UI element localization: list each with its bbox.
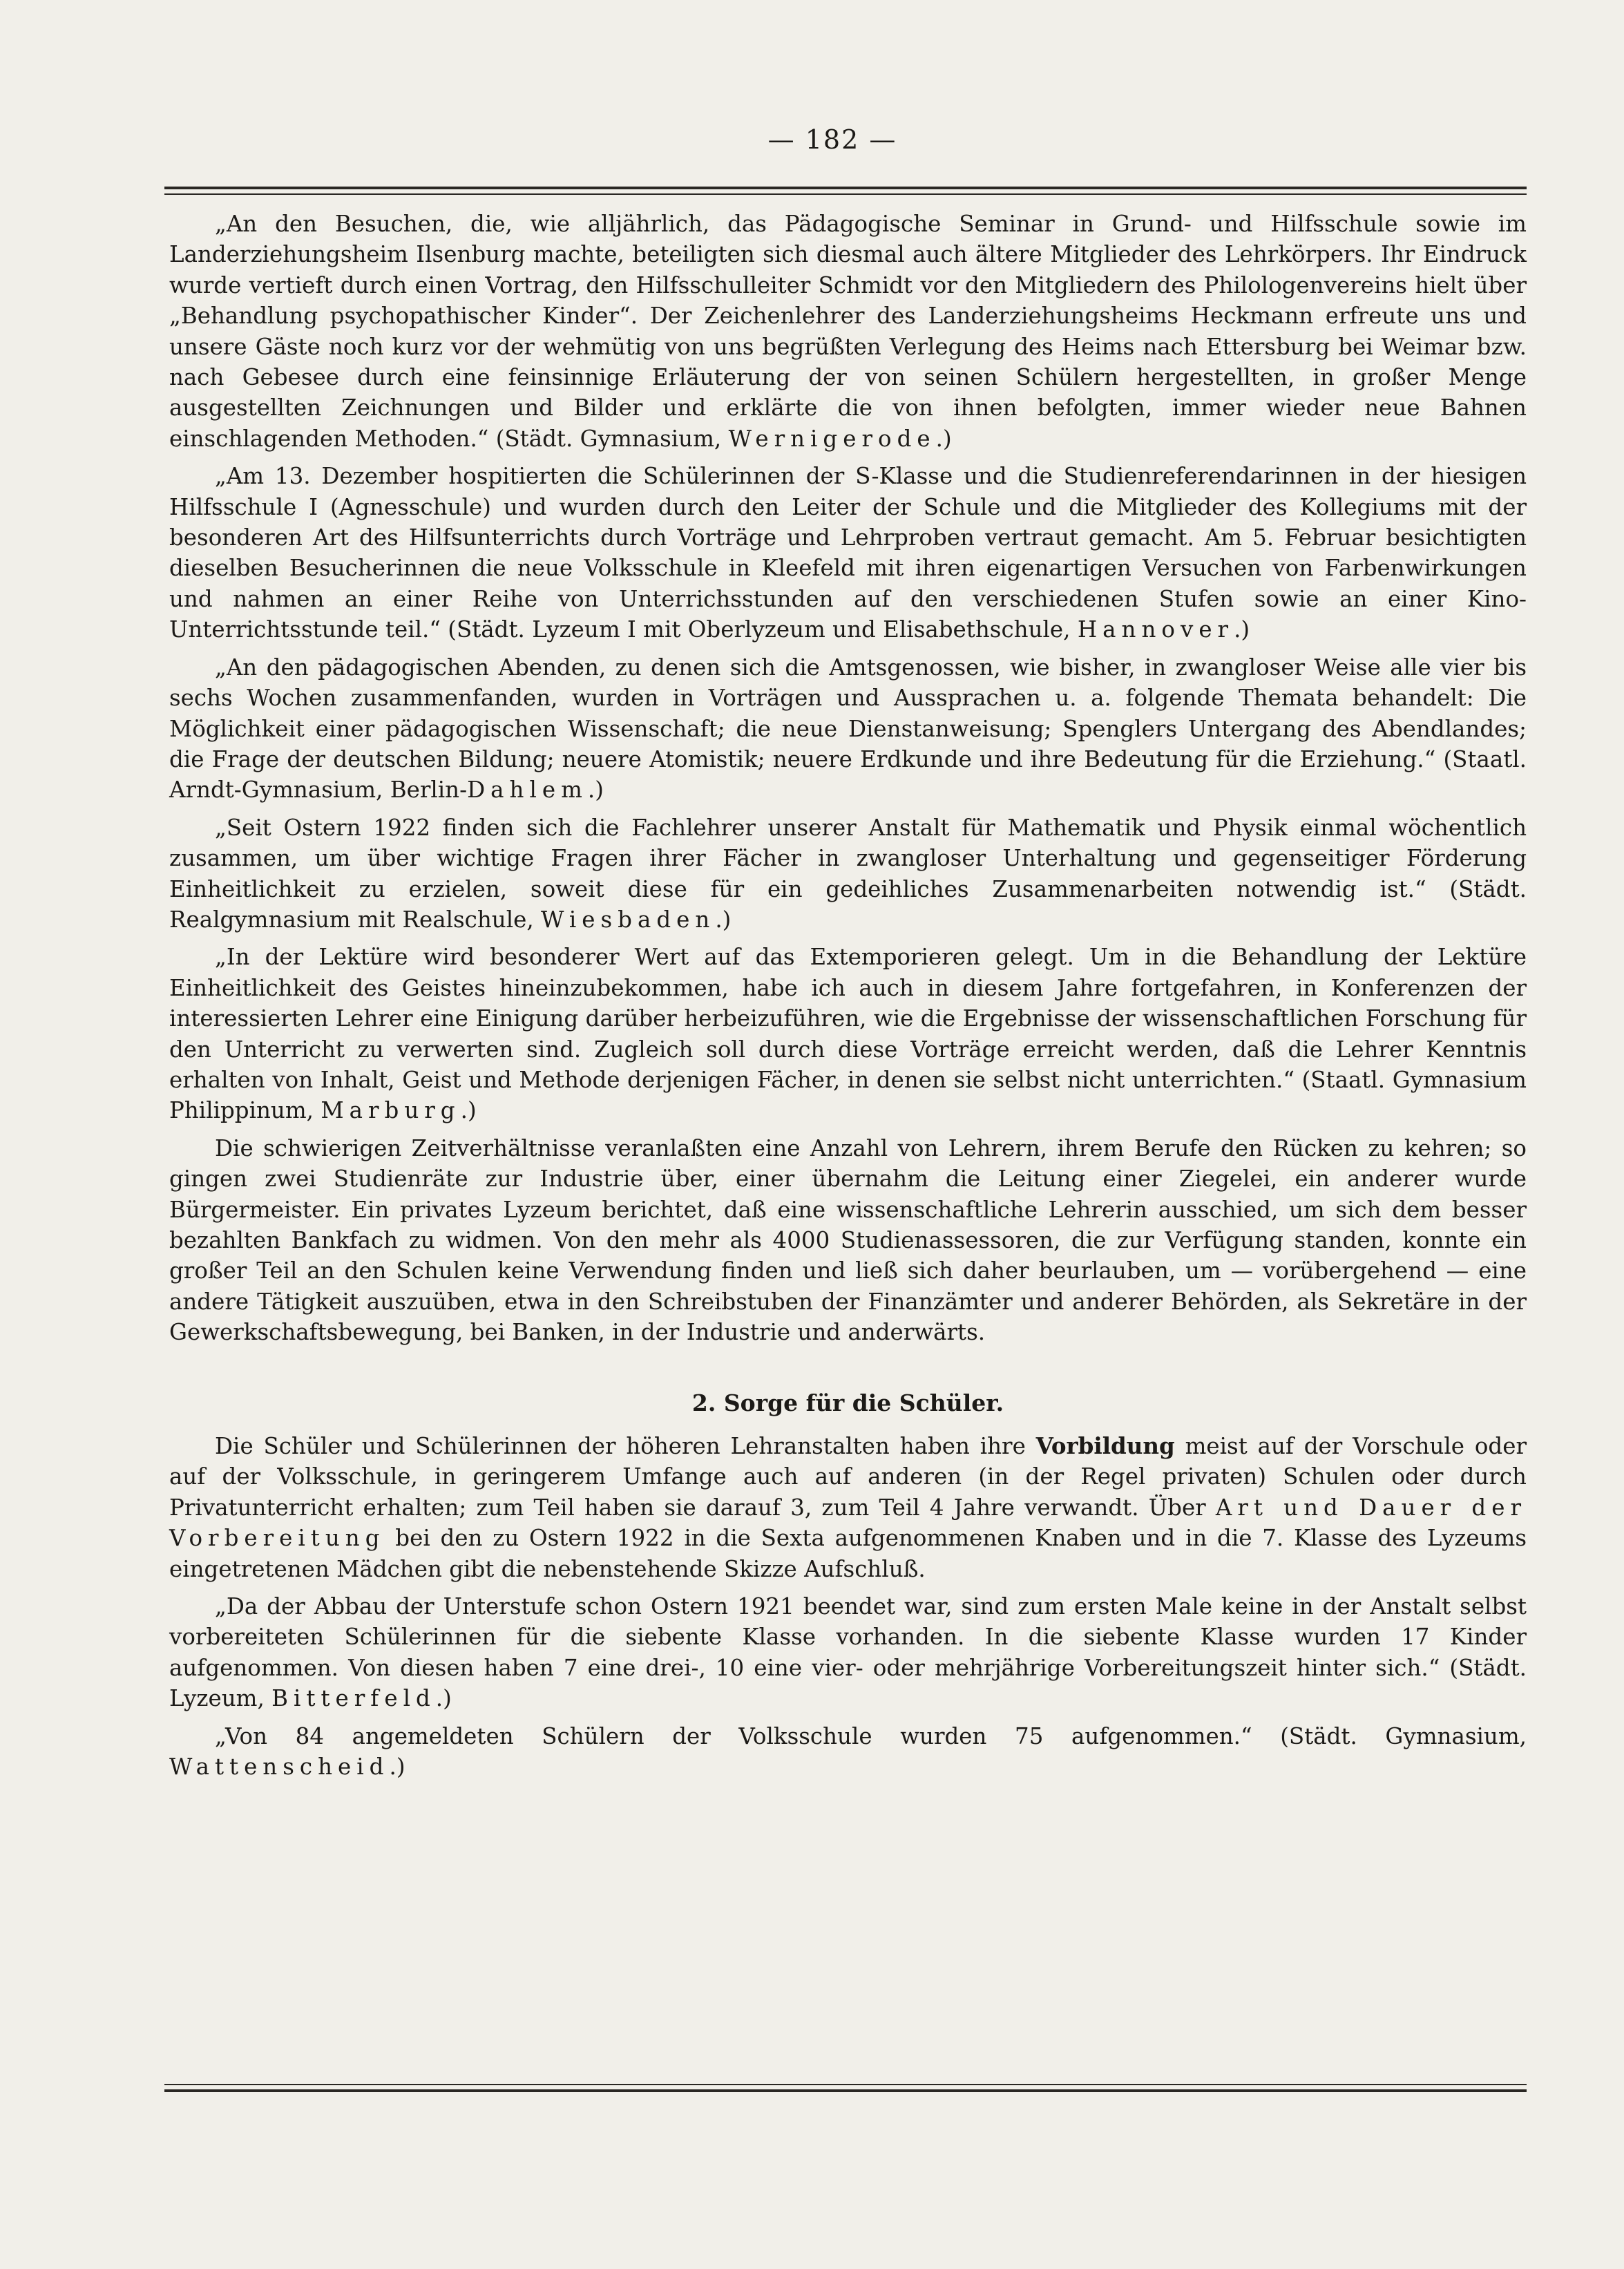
header-rule-thin — [164, 193, 1527, 195]
emphasis-vorbildung: Vorbildung — [1035, 1432, 1175, 1460]
header-rule-thick — [164, 187, 1527, 189]
page-number: — 182 — — [767, 124, 897, 155]
place-name: Wattenscheid — [169, 1754, 390, 1781]
paragraph-pedagogical-evenings: „An den pädagogischen Abenden, zu denen sich die Amtsgenossen, wie bisher, in zwangloser Weise alle vier bis sechs Wochen zusammenfanden, wurden in Vorträgen und Aussprachen u. a. folgende Themata behandelt: Die Möglichkeit einer pädagogischen Wissenschaft; die neue Dienstanweisung; Spenglers Untergang des Abendlandes; die Frage der deutschen Bildung; neuere Atomistik; neuere Erdkunde und ihre Bedeutung für die Erziehung.“ (Staatl. Arndt-Gymnasium, Berlin-Dahlem.) — [169, 654, 1527, 804]
paragraph-math-physics-teachers: „Seit Ostern 1922 finden sich die Fachlehrer unserer Anstalt für Mathematik und Physik einmal wöchentlich zusammen, um über wichtige Fragen ihrer Fächer in zwangloser Unterhaltung und gegenseitiger Förderung Einheitlichkeit zu erzielen, soweit diese für ein gedeihliches Zusammenarbeiten notwendig ist.“ (Städt. Realgymnasium mit Realschule, Wiesbaden.) — [169, 814, 1527, 933]
paragraph-lektuere: „In der Lektüre wird besonderer Wert auf das Extemporieren gelegt. Um in die Behandlung der Lektüre Einheitlichkeit des Geistes hineinzubekommen, habe ich auch in diesem Jahre fortgefahren, in Konferenzen der interessierten Lehrer eine Einigung darüber herbeizuführen, wie die Ergebnisse der wissenschaftlichen Forschung für den Unterricht zu verwerten sind. Zugleich soll durch diese Vorträge erreicht werden, daß die Lehrer Kenntnis erhalten von Inhalt, Geist und Methode derjenigen Fächer, in denen sie selbst nicht unterrichten.“ (Staatl. Gymnasium Philippinum, Marburg.) — [169, 944, 1527, 1124]
section-heading: 2. Sorge für die Schüler. — [691, 1389, 1004, 1416]
emphasis-spaced: Art und Dauer der Vorbereitung — [169, 1494, 1527, 1552]
paragraph-bitterfeld: „Da der Abbau der Unterstufe schon Ostern 1921 beendet war, sind zum ersten Male keine in der Anstalt selbst vorbereiteten Schülerinnen für die siebente Klasse vorhanden. In die siebente Klasse wurden 17 Kinder aufgenommen. Von diesen haben 7 eine drei-, 10 eine vier- oder mehrjährige Vorbereitungszeit hinter sich.“ (Städt. Lyzeum, Bitterfeld.) — [169, 1593, 1527, 1712]
place-name: Hannover — [1077, 616, 1234, 643]
place-name: Wiesbaden — [541, 906, 716, 933]
paragraph-wattenscheid: „Von 84 angemeldeten Schülern der Volksschule wurden 75 aufgenommen.“ (Städt. Gymnasium, Wattenscheid.) — [169, 1722, 1527, 1781]
place-name: Wernigerode — [728, 425, 936, 452]
footer-rule-thick — [164, 2089, 1527, 2092]
footer-rule-thin — [164, 2084, 1527, 2085]
paragraph-seminar-visits: „An den Besuchen, die, wie alljährlich, das Pädagogische Seminar in Grund- und Hilfsschule sowie im Landerziehungsheim Ilsenburg machte, beteiligten sich diesmal auch ältere Mitglieder des Lehrkörpers. Ihr Eindruck wurde vertieft durch einen Vortrag, den Hilfsschulleiter Schmidt vor den Mitgliedern des Philologenvereins hielt über „Behandlung psychopathischer Kinder“. Der Zeichenlehrer des Landerziehungsheims Heckmann erfreute uns und unsere Gäste noch kurz vor der wehmütig von uns begrüßten Verlegung des Heims nach Ettersburg bei Weimar bzw. nach Gebesee durch eine feinsinnige Erläuterung der von seinen Schülern hergestellten, in großer Menge ausgestellten Zeichnungen und Bilder und erklärte die von ihnen befolgten, immer wieder neue Bahnen einschlagenden Methoden.“ (Städt. Gymnasium, Wernigerode.) — [169, 211, 1527, 452]
place-name: Marburg — [321, 1097, 461, 1124]
body-text — [169, 209, 1527, 1789]
paragraph-vorbildung: Die Schüler und Schülerinnen der höheren Lehranstalten haben ihre Vorbildung meist auf der Vorschule oder auf der Volksschule, in geringerem Umfange auch auf anderen (in der Regel privaten) Schulen oder durch Privatunterricht erhalten; zum Teil haben sie darauf 3, zum Teil 4 Jahre verwandt. Über Art und Dauer der Vorbereitung bei den zu Ostern 1922 in die Sexta aufgenommenen Knaben und in die 7. Klasse des Lyzeums eingetretenen Mädchen gibt die nebenstehende Skizze Aufschluß. — [169, 1432, 1527, 1582]
paragraph-teacher-shortage: Die schwierigen Zeitverhältnisse veranlaßten eine Anzahl von Lehrern, ihrem Berufe den Rücken zu kehren; so gingen zwei Studienräte zur Industrie über, einer übernahm die Leitung einer Ziegelei, ein anderer wurde Bürgermeister. Ein privates Lyzeum berichtet, daß eine wissenschaftliche Lehrerin ausschied, um sich dem besser bezahlten Bankfach zu widmen. Von den mehr als 4000 Studienassessoren, die zur Verfügung standen, konnte ein großer Teil an den Schulen keine Verwendung finden und ließ sich daher beurlauben, um — vorübergehend — eine andere Tätigkeit auszuüben, etwa in den Schreibstuben der Finanzämter und anderer Behörden, als Sekretäre in der Gewerkschaftsbewegung, bei Banken, in der Industrie und anderwärts. — [169, 1134, 1527, 1346]
place-name: Bitterfeld — [271, 1685, 436, 1712]
place-name: Dahlem — [467, 777, 588, 804]
paragraph-hospitation: „Am 13. Dezember hospitierten die Schülerinnen der S-Klasse und die Studienreferendarinnen in der hiesigen Hilfsschule I (Agnesschule) und wurden durch den Leiter der Schule und die Mitglieder des Kollegiums mit der besonderen Art des Hilfsunterrichts durch Vorträge und Lehrproben vertraut gemacht. Am 5. Februar besichtigten dieselben Besucherinnen die neue Volksschule in Kleefeld mit ihren eigenartigen Versuchen von Farbenwirkungen und nahmen an einer Reihe von Unterrichsstunden auf den verschiedenen Stufen sowie an einer Kino-Unterrichtsstunde teil.“ (Städt. Lyzeum I mit Oberlyzeum und Elisabethschule, Hannover.) — [169, 463, 1527, 643]
